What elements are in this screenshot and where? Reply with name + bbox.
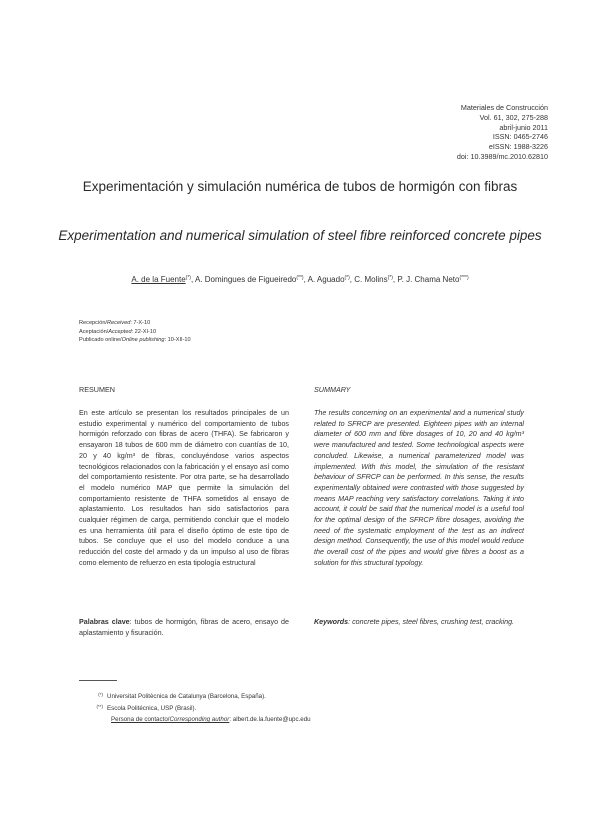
eissn: eISSN: 1988-3226: [488, 142, 548, 152]
author-affiliation-mark: (***): [459, 275, 469, 281]
footnote-text: Escola Politécnica, USP (Brasil).: [107, 705, 197, 712]
footnote-text: Universitat Politècnica de Catalunya (Barcelona, España).: [107, 693, 266, 700]
author-affiliation-mark: (*): [387, 275, 393, 281]
affiliation-footnotes: [79, 690, 266, 714]
resumen-body: En este artículo se presentan los resultados principales de un estudio experimental y numérico del comportamiento de tubos hormigón reforzado con fibras de acero (THFA). Se fabricaron y ensayaron 18 tubos de 600 mm de diámetro con cuantías de 10, 20 y 40 kg/m³ de fibras, concluyéndose varios aspectos tecnológicos relacionados con la fabricación y el ensayo así como del comportamiento resistente. Por otra parte, se ha desarrollado el modelo numérico MAP que permite la simulación del comportamiento resistente de THFA sometidos al ensayo de aplastamiento. Los resultados han sido satisfactorios para cualquier régimen de carga, permitiendo concluir que el modelo es una herramienta útil para el diseño óptimo de este tipo de tubos. Se concluye que el uso del modelo conduce a una reducción del coste del armado y da un impulso al uso de fibras como elemento de refuerzo en esta tipología estructural: [79, 409, 289, 567]
author-list: [40, 275, 560, 284]
date-published: Publicado online/Online publishing: 10-XII-10: [79, 337, 191, 344]
author-name: A. Aguado: [307, 275, 345, 284]
summary-body: The results concerning on an experimental and a numerical study related to SFRCP are presented. Eighteen pipes with an internal diameter of 600 mm and fibre dosages of 10, 20 and 40 kg/m³ were manufactured and tested. Some technological aspects were concluded. Likewise, a numerical parameterized model was implemented. With this model, the simulation of the resistant behaviour of SFRCP can be performed. In this sense, the results experimentally obtained were contrasted with those suggested by means MAP reaching very satisfactory correlations. Taking it into account, it could be said that the numerical model is a useful tool for the optimal design of the SFRCP fibre dosages, avoiding the need of the systematic employment of the test as an indirect design method. Consequently, the use of this model would reduce the overall cost of the pipes and would give fibres a boost as a solution for this structural typology.: [314, 409, 524, 567]
journal-header: [457, 103, 548, 162]
issue-date: abril-junio 2011: [499, 122, 548, 132]
author-separator: ,: [392, 275, 398, 284]
author-name: A. Domingues de Figueiredo: [194, 275, 297, 284]
author-affiliation-mark: (*): [185, 275, 191, 281]
author-separator: ,: [190, 275, 195, 284]
resumen-keywords: [79, 617, 289, 638]
author-name: A. de la Fuente: [131, 275, 186, 284]
keywords-text: : tubos de hormigón, fibras de acero, ensayo de aplastamiento y fisuración.: [79, 618, 289, 637]
footnote-mark: (*): [98, 692, 103, 697]
contact-email[interactable]: : albert.de.la.fuente@upc.edu: [229, 716, 311, 723]
keywords-label: Keywords: [314, 618, 349, 626]
title-spanish: Experimentación y simulación numérica de tubos de hormigón con fibras: [82, 179, 518, 194]
author: [195, 275, 308, 284]
footnote-divider: [79, 680, 117, 681]
keywords-text: : concrete pipes, steel fibres, crushing test, cracking.: [348, 618, 515, 626]
author: [397, 275, 468, 284]
author: [308, 275, 355, 284]
contact-label: Persona de contacto/Corresponding author: [111, 716, 230, 723]
keywords-label: Palabras clave: [79, 618, 130, 626]
author-affiliation-mark: (*): [344, 275, 350, 281]
author-separator: ,: [303, 275, 308, 284]
summary-keywords: [314, 617, 524, 628]
journal-volume: Vol. 61, 302, 275-288: [479, 112, 548, 122]
author: [131, 275, 195, 284]
article-dates: [79, 319, 191, 345]
author-name: P. J. Chama Neto: [397, 275, 460, 284]
author: [354, 275, 397, 284]
author-name: C. Molins: [354, 275, 388, 284]
footnote: [79, 702, 266, 714]
corresponding-author: [111, 716, 311, 723]
author-affiliation-mark: (**): [296, 275, 304, 281]
date-received: Recepción/Received: 7-X-10: [79, 320, 151, 326]
footnote-mark: (**): [96, 704, 103, 709]
date-accepted: Aceptación/Accepted: 22-XI-10: [79, 328, 157, 335]
issn: ISSN: 0465-2746: [492, 132, 548, 142]
footnote: [79, 690, 266, 702]
title-english: Experimentation and numerical simulation of steel fibre reinforced concrete pipes: [58, 228, 542, 243]
author-separator: ,: [349, 275, 355, 284]
summary-heading: SUMMARY: [314, 385, 351, 394]
journal-name: Materiales de Construcción: [460, 103, 548, 112]
resumen-heading: RESUMEN: [79, 385, 115, 394]
doi: doi: 10.3989/mc.2010.62810: [456, 151, 548, 161]
